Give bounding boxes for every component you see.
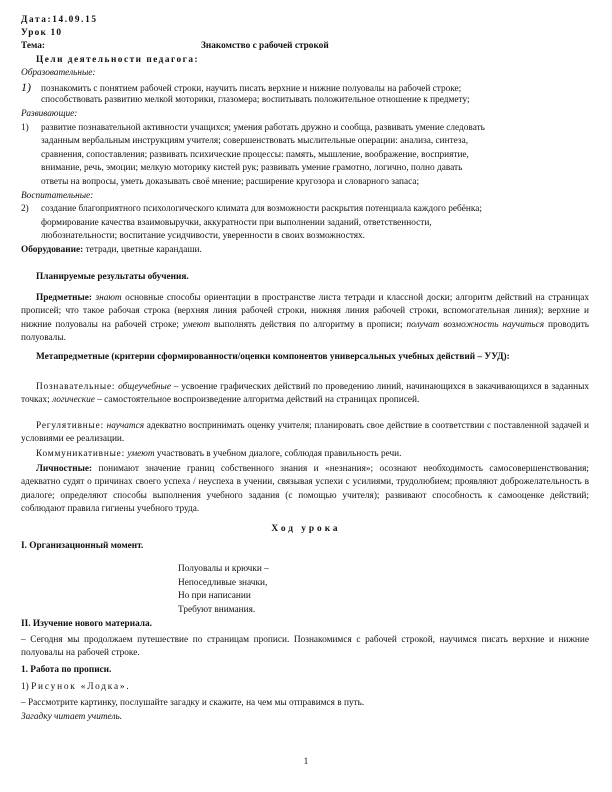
page-number: 1 [303, 757, 309, 767]
meta-label: Метапредметные [36, 352, 109, 362]
goals-heading: Цели деятельности педагога: [36, 55, 200, 65]
upbringing-text-3: любознательности; воспитание усидчивости, уверенности в своих возможностях. [41, 231, 366, 241]
cognitive-general: общеучебные [118, 382, 171, 392]
meta-text: (критерии сформированности/оценки компонентов универсальных учебных действий – УУД): [109, 352, 510, 362]
subject-text-3: проводить полуовалы. [21, 319, 589, 344]
poem-line: Полуовалы и крючки – [178, 564, 269, 574]
communicative-results [36, 448, 604, 461]
topic-row [21, 40, 589, 53]
upbringing-text-2: формирование качества взаимовыручки, аккуратности при выполнении заданий, ответственности, [41, 218, 432, 228]
picture-label: Рисунок «Лодка». [31, 682, 131, 692]
lesson-number: Урок 10 [21, 28, 63, 38]
work-heading: 1. Работа по прописи. [21, 665, 112, 675]
cognitive-results [21, 381, 589, 408]
upbringing-text-1: создание благоприятного психологического климата для возможности раскрытия потенциала каждого ребёнка; [41, 204, 482, 214]
cognitive-label: Познавательные: [36, 382, 116, 392]
regulative-learn: научатся [106, 421, 145, 431]
subject-results [21, 292, 589, 346]
regulative-label: Регулятивные: [36, 421, 104, 431]
developing-text-2: заданным вербальным инструкциям учителя; совершенствовать мыслительные операции: анализа, синтеза, [41, 136, 469, 146]
meta-results [21, 351, 589, 364]
subject-chance: получат возможность научиться [406, 319, 545, 330]
poem-line: Непоседливые значки, [178, 577, 268, 588]
communicative-text: участвовать в учебном диалоге, соблюдая правильность речи. [154, 449, 402, 459]
upbringing-number: 2) [21, 204, 29, 214]
equipment-text: тетради, цветные карандаши. [83, 245, 202, 255]
educational-text-1: познакомить с понятием рабочей строки, научить писать верхние и нижние полуовалы на рабочей строке; [41, 84, 462, 94]
poem [178, 563, 269, 617]
educational-label: Образовательные: [21, 68, 96, 78]
intro-paragraph: – Сегодня мы продолжаем путешествие по страницам прописи. Познакомимся с рабочей строкой, научимся писать верхние и нижние полуовалы на рабочей строке. [21, 635, 589, 659]
communicative-can: умеют [127, 449, 155, 459]
developing-text-4: внимание, речь, эмоции; мелкую моторику кистей рук; развивать умение грамотно, логично, полно давать [41, 163, 463, 173]
equipment-row [21, 244, 589, 257]
lesson-date: Дата:14.09.15 [21, 15, 98, 25]
subject-text-1: основные способы ориентации в пространстве листа тетради и классной доски; алгоритм действий на страницах прописей; что такое рабочая строка (верхняя линия рабочей строки, нижняя линия рабочей строки, вспомогательная линия); верхние и нижние полуовалы на рабочей строке; [21, 293, 590, 330]
course-heading: Ход урока [271, 524, 341, 534]
picture-number: 1) [21, 682, 32, 692]
upbringing-item [21, 203, 589, 216]
educational-number: 1) [21, 80, 31, 94]
educational-text-2: способствовать развитию мелкой моторики, глазомера; воспитывать положительное отношение к предмету; [41, 95, 470, 105]
personal-results [21, 463, 589, 517]
equipment-label: Оборудование: [21, 245, 84, 255]
regulative-text: адекватно воспринимать оценку учителя; планировать свое действие в соответствии с поставленной задачей и условиями ее реализации. [21, 421, 589, 445]
personal-text: понимают значение границ собственного знания и «незнания»; осознают необходимость самосовершенствования; адекватно судят о причинах своего успеха / неуспеха в учении, связывая успехи с усилиями, трудолюбием; проявляют доброжелательность в диалоге; определяют способы выполнения учебного задания (с помощью учителя); развивают способность к самооценке действий; соблюдают правила гигиены учебного труда. [21, 464, 589, 515]
personal-label: Личностные: [36, 464, 93, 474]
topic-title: Знакомство с рабочей строкой [201, 41, 329, 51]
subject-can: умеют [182, 319, 211, 330]
poem-line: Требуют внимания. [178, 604, 256, 615]
topic-label: Тема: [21, 41, 45, 51]
communicative-label: Коммуникативные: [36, 449, 125, 459]
developing-number: 1) [21, 123, 29, 133]
picture-text: – Рассмотрите картинку, послушайте загадку и скажите, на чем мы отправимся в путь. [21, 698, 365, 708]
developing-item [21, 122, 589, 135]
upbringing-label: Воспитательные: [21, 191, 94, 201]
section-organizational: I. Организационный момент. [21, 541, 144, 551]
cognitive-logical: логические [52, 395, 95, 406]
subject-know: знают [95, 293, 122, 303]
section-new-material: II. Изучение нового материала. [21, 619, 152, 629]
cognitive-text-1: – усвоение графических действий по проведению линий, начинающихся в закачивающихся в заданных точках; [21, 382, 589, 406]
developing-label: Развивающие: [21, 109, 78, 119]
subject-label: Предметные: [36, 293, 92, 303]
picture-row [21, 681, 589, 694]
poem-line: Но при написании [178, 591, 251, 602]
regulative-results [21, 420, 589, 447]
developing-text-1: развитие познавательной активности учащихся; умения работать дружно и сообща, развивать умение следовать [41, 123, 485, 133]
subject-text-2: выполнять действия по алгоритму в прописи; [210, 319, 407, 330]
riddle-note: Загадку читает учитель. [21, 712, 123, 722]
developing-text-3: сравнения, сопоставления; развивать психические процессы: память, мышление, воображение, восприятие, [41, 150, 469, 160]
developing-text-5: ответы на вопросы, уметь доказывать своё мнение; расширение кругозора и словарного запаса; [41, 177, 420, 187]
cognitive-text-2: – самостоятельное воспроизведение алгоритма действий на страницах прописей. [94, 395, 420, 406]
results-heading: Планируемые результаты обучения. [36, 272, 189, 282]
